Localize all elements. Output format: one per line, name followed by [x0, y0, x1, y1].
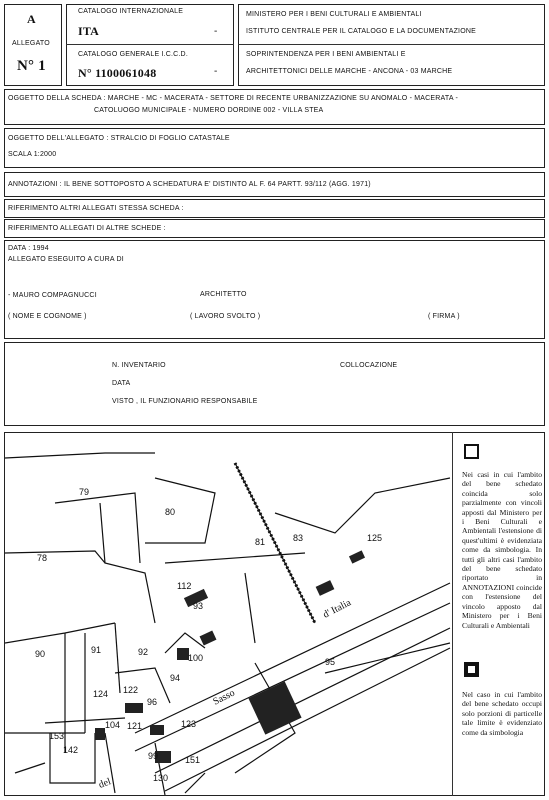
parcel-78: 78 [37, 553, 48, 563]
parcel-151: 151 [185, 755, 201, 765]
author-box [4, 240, 545, 339]
n-inventario: N. INVENTARIO [112, 362, 166, 369]
cat-gen-dash: - [214, 66, 218, 77]
parcel-92: 92 [138, 647, 149, 657]
parcel-93: 93 [193, 601, 204, 611]
parcel-95: 95 [325, 657, 336, 667]
catalog-divider [66, 44, 234, 45]
visto-funzionario: VISTO , IL FUNZIONARIO RESPONSABILE [112, 398, 258, 405]
inventory-box [4, 342, 545, 426]
legend-square-bold-icon [464, 662, 479, 677]
road-italia: d' Italia [321, 597, 353, 621]
parcel-81: 81 [255, 537, 266, 547]
allegato-label: ALLEGATO [12, 40, 50, 47]
annotazioni-text: ANNOTAZIONI : IL BENE SOTTOPOSTO A SCHEDATURA E' DISTINTO AL F. 64 PARTT. 93/112 (AGG. 1971) [8, 181, 371, 188]
oggetto-allegato-line-1: OGGETTO DELL'ALLEGATO : STRALCIO DI FOGLIO CATASTALE [8, 135, 230, 142]
cat-int-label: CATALOGO INTERNAZIONALE [78, 8, 184, 15]
rif-stessa-text: RIFERIMENTO ALTRI ALLEGATI STESSA SCHEDA : [8, 205, 184, 212]
scala-label: SCALA 1:2000 [8, 151, 57, 158]
ministry-line-1: MINISTERO PER I BENI CULTURALI E AMBIENTALI [246, 11, 422, 18]
parcel-91: 91 [91, 645, 102, 655]
oggetto-scheda-line-2: CATOLUOGO MUNICIPALE - NUMERO DORDINE 002 - VILLA STEA [94, 107, 324, 114]
parcel-83: 83 [293, 533, 304, 543]
parcel-96: 96 [147, 697, 158, 707]
parcel-112: 112 [177, 581, 192, 591]
parcel-125: 125 [367, 533, 383, 543]
label-role: ( LAVORO SVOLTO ) [190, 313, 261, 320]
parcel-130: 130 [153, 773, 169, 783]
oggetto-scheda-line-1: OGGETTO DELLA SCHEDA : MARCHE - MC - MACERATA - SETTORE DI RECENTE URBANIZZAZIONE SU ANOMALO - MACERATA - [8, 95, 458, 102]
road-del: del [97, 776, 113, 791]
cat-int-value: ITA [78, 24, 100, 38]
legend-divider [452, 432, 453, 796]
legend-square-empty-icon [464, 444, 479, 459]
parcel-153: 153 [49, 731, 65, 741]
ministry-line-2: ISTITUTO CENTRALE PER IL CATALOGO E LA DOCUMENTAZIONE [246, 28, 476, 35]
rif-altre-text: RIFERIMENTO ALLEGATI DI ALTRE SCHEDE : [8, 225, 166, 232]
collocazione: COLLOCAZIONE [340, 362, 398, 369]
author-role: ARCHITETTO [200, 291, 247, 298]
author-name: - MAURO COMPAGNUCCI [8, 292, 97, 299]
allegato-number: N° 1 [17, 58, 46, 74]
parcel-90: 90 [35, 649, 46, 659]
parcel-104: 104 [105, 720, 121, 730]
parcel-124: 124 [93, 689, 109, 699]
cat-int-dash: - [214, 26, 218, 37]
label-firma: ( FIRMA ) [428, 313, 460, 320]
legend-text-2: Nel caso in cui l'ambito del bene schedato occupi solo porzioni di particelle tale limite è evidenziato come da simbologia [462, 690, 542, 737]
author-data: DATA : 1994 [8, 245, 49, 252]
road-sasso: Sasso [211, 687, 237, 708]
parcel-80: 80 [165, 507, 176, 517]
legend-text-1: Nei casi in cui l'ambito del bene schedato coincida solo parzialmente con vincoli apposti dal Ministero per i Beni Culturali e Ambientali l'estensione di quest'ultimi è evidenziata come da simbologia. In tutti gli altri casi l'ambito del bene schedato riportato in ANNOTAZIONI coincide con l'estensione del vincolo apposto dal Ministero per i Beni Culturali e Ambientali [462, 470, 542, 630]
parcel-100: 100 [188, 653, 204, 663]
parcel-142: 142 [63, 745, 79, 755]
parcel-94: 94 [170, 673, 181, 683]
ministry-line-3: SOPRINTENDENZA PER I BENI AMBIENTALI E [246, 51, 406, 58]
ministry-line-4: ARCHITETTONICI DELLE MARCHE - ANCONA - 03 MARCHE [246, 68, 453, 75]
ministry-divider [238, 44, 545, 45]
oggetto-allegato-box [4, 128, 545, 168]
parcel-121: 121 [127, 721, 143, 731]
author-eseguito: ALLEGATO ESEGUITO A CURA DI [8, 256, 124, 263]
parcel-79: 79 [79, 487, 90, 497]
cat-gen-value: N° 1100061048 [78, 66, 157, 80]
parcel-122: 122 [123, 685, 139, 695]
label-name: ( NOME E COGNOME ) [8, 313, 87, 320]
cadastral-map [5, 433, 451, 795]
parcel-123: 123 [181, 719, 197, 729]
parcel-99: 99 [148, 751, 159, 761]
cat-gen-label: CATALOGO GENERALE I.C.C.D. [78, 51, 188, 58]
allegato-letter: A [27, 12, 36, 26]
inventory-data: DATA [112, 380, 131, 387]
